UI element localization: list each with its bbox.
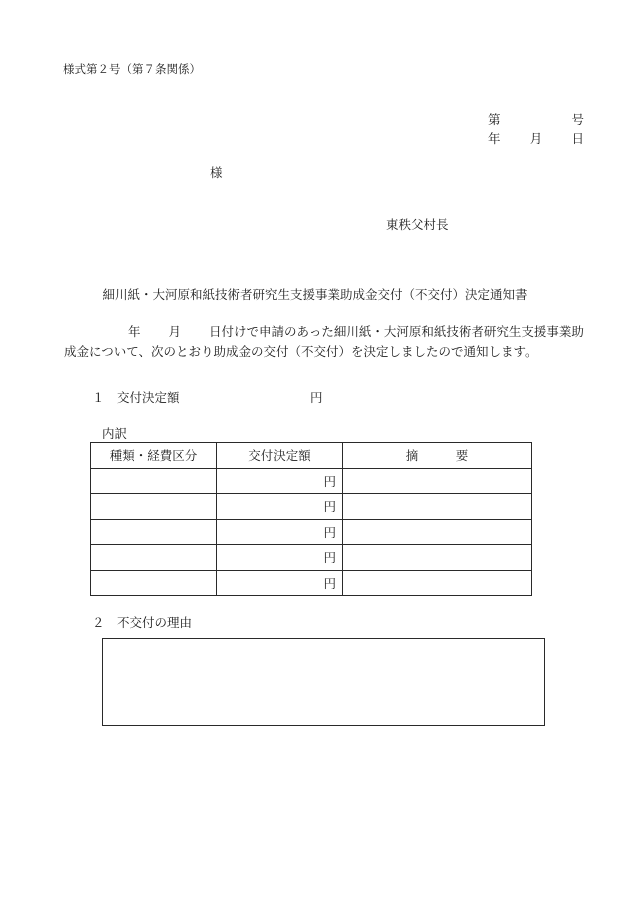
date-month: 月 [529, 131, 543, 146]
header-category: 種類・経費区分 [91, 443, 217, 469]
breakdown-header-row [91, 443, 532, 469]
cell-amount[interactable]: 円 [217, 494, 343, 520]
cell-category[interactable] [91, 545, 217, 571]
cell-remarks[interactable] [343, 570, 532, 596]
addressee-suffix: 様 [210, 165, 223, 180]
non-grant-reason-box[interactable] [102, 638, 545, 726]
date-day: 日 [571, 131, 584, 146]
section-1 [92, 390, 323, 405]
header-amount: 交付決定額 [217, 443, 343, 469]
issuer-name: 東秩父村長 [386, 217, 449, 232]
cell-remarks[interactable] [343, 468, 532, 494]
table-row [91, 468, 532, 494]
document-number-prefix: 第 [488, 112, 501, 127]
document-number-suffix: 号 [571, 112, 584, 127]
section-1-unit: 円 [310, 390, 323, 405]
cell-remarks[interactable] [343, 545, 532, 571]
body-paragraph [64, 322, 594, 362]
table-row [91, 545, 532, 571]
header-remarks: 摘 要 [343, 443, 532, 469]
cell-amount[interactable]: 円 [217, 519, 343, 545]
cell-category[interactable] [91, 494, 217, 520]
cell-amount[interactable]: 円 [217, 545, 343, 571]
cell-category[interactable] [91, 468, 217, 494]
cell-remarks[interactable] [343, 494, 532, 520]
cell-remarks[interactable] [343, 519, 532, 545]
date-year: 年 [488, 131, 501, 146]
breakdown-table [90, 442, 532, 596]
document-date [488, 133, 584, 146]
table-row [91, 519, 532, 545]
form-number: 様式第２号（第７条関係） [63, 62, 201, 76]
document-number [488, 114, 584, 127]
cell-category[interactable] [91, 519, 217, 545]
table-row [91, 494, 532, 520]
table-row [91, 570, 532, 596]
body-text: 日付けで申請のあった細川紙・大河原和紙技術者研究生支援事業助成金について、次のとおり助成金の交付（不交付）を決定しましたので通知します。 [64, 324, 584, 359]
cell-amount[interactable]: 円 [217, 570, 343, 596]
section-1-label: １ 交付決定額 [92, 390, 180, 405]
cell-category[interactable] [91, 570, 217, 596]
section-2-label: ２ 不交付の理由 [92, 615, 193, 630]
document-title: 細川紙・大河原和紙技術者研究生支援事業助成金交付（不交付）決定通知書 [102, 287, 528, 302]
breakdown-label: 内訳 [102, 426, 128, 441]
body-month: 月 [168, 324, 182, 339]
body-year: 年 [128, 324, 141, 339]
cell-amount[interactable]: 円 [217, 468, 343, 494]
